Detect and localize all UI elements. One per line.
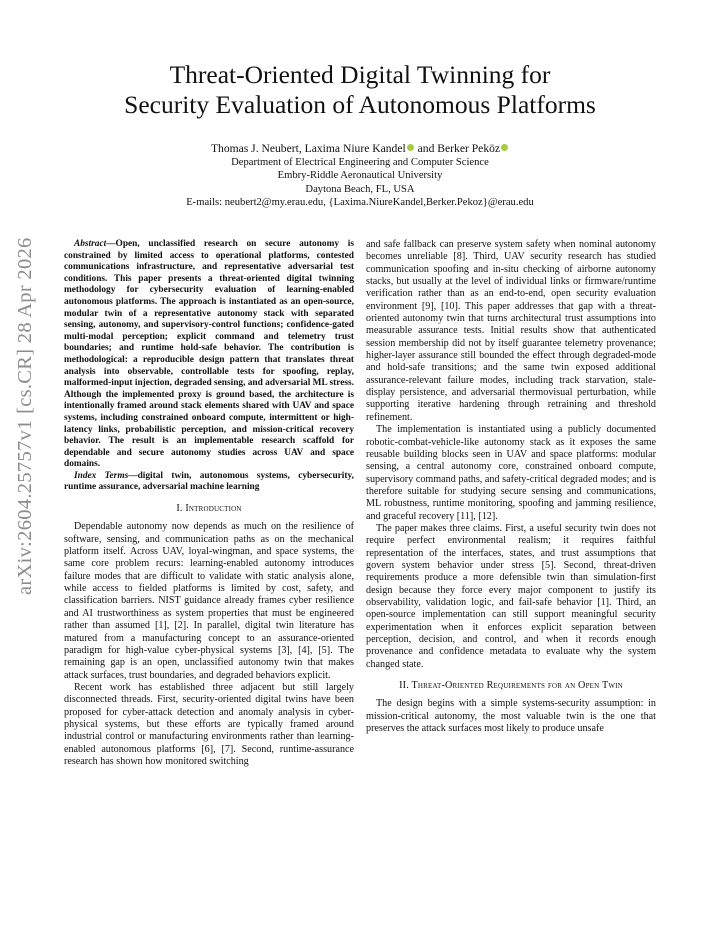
author-block	[0, 142, 720, 210]
index-terms-text: —digital twin, autonomous systems, cybersecurity, runtime assurance, adversarial machine learning	[64, 470, 355, 493]
section-heading-threat-requirements: II. Threat-Oriented Requirements for an Open Twin	[399, 680, 623, 692]
abstract-text: —Open, unclassified research on secure autonomy is constrained by limited access to operational platforms, contested communications infrastructure, and representative adversarial test conditions. This paper presents a threat-oriented digital twinning methodology for cybersecurity evaluation of learning-enabled autonomous platforms. The approach is instantiated as an open-source, modular twin of a representative autonomy stack with separated sensing, autonomy, and supervisory-control functions; confidence-gated multi-modal perception; explicit command and telemetry trust boundaries; and runtime hold-safe behavior. The contribution is methodological: a reproducible design pattern that translates threat analysis into observable, controllable tests for spoofing, replay, malformed-input injection, degraded sensing, and adversarial ML stress. Although the implemented proxy is ground based, the architecture is intentionally framed around stack elements shared with UAV and space systems, including constrained onboard compute, intermittent or high-latency links, probabilistic perception, and mission-critical recovery behavior. The result is an implementable research scaffold for dependable and secure autonomy studies across UAV and space domains.	[64, 239, 355, 470]
abstract-label: Abstract	[74, 239, 107, 249]
intro-paragraph-1: Dependable autonomy now depends as much on the resilience of software, sensing, and communication paths as on the mechanical platform itself. Across UAV, loyal-wingman, and space systems, the same core problem recurs: learning-enabled autonomy introduces failure modes that are difficult to validate with static analysis alone, while access to fielded platforms is limited by cost, safety, and classification barriers. NIST guidance already frames cyber resilience and AI trustworthiness as system properties that must be engineered rather than assumed [1], [2]. In parallel, digital twin literature has matured from a manufacturing concept to an assurance-oriented paradigm for high-value cyber-physical systems [3], [4], [5]. The remaining gap is an open, unclassified autonomy twin that makes attack surfaces, trust boundaries, and degraded behaviors explicit.	[64, 521, 354, 681]
right-paragraph-4: The design begins with a simple systems-security assumption: in mission-critical autonomy, the most valuable twin is the one that preserves the attack surfaces most likely to produce unsafe	[366, 698, 656, 735]
author-emails: E-mails: neubert2@my.erau.edu, {Laxima.NiureKandel,Berker.Pekoz}@erau.edu	[186, 197, 534, 208]
abstract	[64, 239, 354, 471]
index-terms	[64, 471, 354, 494]
orcid-icon[interactable]	[407, 144, 414, 151]
title-line-1: Threat-Oriented Digital Twinning for	[169, 60, 551, 89]
intro-paragraph-2: Recent work has established three adjacent but still largely disconnected threads. First, security-oriented digital twins have been proposed for cyber-attack detection and anomaly analysis in cyber-physical systems, but these efforts are typically framed around industrial control or manufacturing environments rather than learning-enabled autonomous platforms [6], [7]. Second, runtime-assurance research has shown how monitored switching	[64, 681, 354, 767]
left-column	[64, 239, 354, 768]
author-names	[0, 142, 720, 156]
section-heading-introduction: I. Introduction	[176, 503, 242, 515]
orcid-icon[interactable]	[501, 144, 508, 151]
arxiv-identifier: arXiv:2604.25757v1 [cs.CR] 28 Apr 2026	[14, 237, 36, 595]
title-line-2: Security Evaluation of Autonomous Platforms	[124, 90, 596, 119]
author-list-2: Berker Peköz	[437, 142, 501, 155]
author-location: Daytona Beach, FL, USA	[305, 183, 415, 195]
index-terms-label: Index Terms	[74, 470, 129, 481]
right-paragraph-3: The paper makes three claims. First, a useful security twin does not require perfect environmental realism; it requires faithful representation of the interfaces, states, and trust assumptions that govern system behavior under stress [5]. Second, threat-driven requirements produce a more defensible twin than simulation-first design because they force every major component to justify its observability, validation logic, and fail-safe behavior [1]. Third, an open-source implementation can still support meaningful security experimentation when it enforces explicit separation between perception, decision, and control, and when it records enough provenance and confidence metadata to evaluate why the system changed state.	[366, 522, 656, 670]
right-paragraph-1: and safe fallback can preserve system safety when nominal autonomy becomes unreliable [8]. Third, UAV security research has studied communication spoofing and in-situ checking of airborne autonomy stacks, but usually at the level of individual links or firmware/runtime verification rather than as an end-to-end, open security evaluation environment [9], [10]. This paper addresses that gap with a threat-oriented autonomy twin that turns architectural trust assumptions into measurable assurance tests. Initial results show that authenticated session membership did not by itself guarantee telemetry provenance; higher-layer assurance still bounded the effect through degraded-mode and hold-safe transitions; and the same twin exposed additional assurance-relevant failure modes, including track starvation, stale-display persistence, and adversarial thermovisual perturbation, while supporting iterative hardening through retraining and threshold refinement.	[366, 239, 656, 423]
paper-title	[0, 60, 720, 120]
author-list-1: Thomas J. Neubert, Laxima Niure Kandel	[210, 142, 406, 155]
author-department: Department of Electrical Engineering and Computer Science	[231, 156, 489, 168]
right-paragraph-2: The implementation is instantiated using a publicly documented robotic-combat-vehicle-like autonomy stack as it exposes the same reusable building blocks seen in UAV and space platforms: modular sensing, a central autonomy core, constrained onboard compute, supervisory command paths, and safety-critical degraded modes; and is therefore suitable for studying secure sensing and communications, ML robustness, runtime monitoring, spoofing and jamming resilience, and graceful recovery [11], [12].	[366, 424, 656, 522]
author-and: and	[417, 142, 435, 155]
author-university: Embry-Riddle Aeronautical University	[277, 170, 443, 181]
right-column	[366, 239, 656, 735]
